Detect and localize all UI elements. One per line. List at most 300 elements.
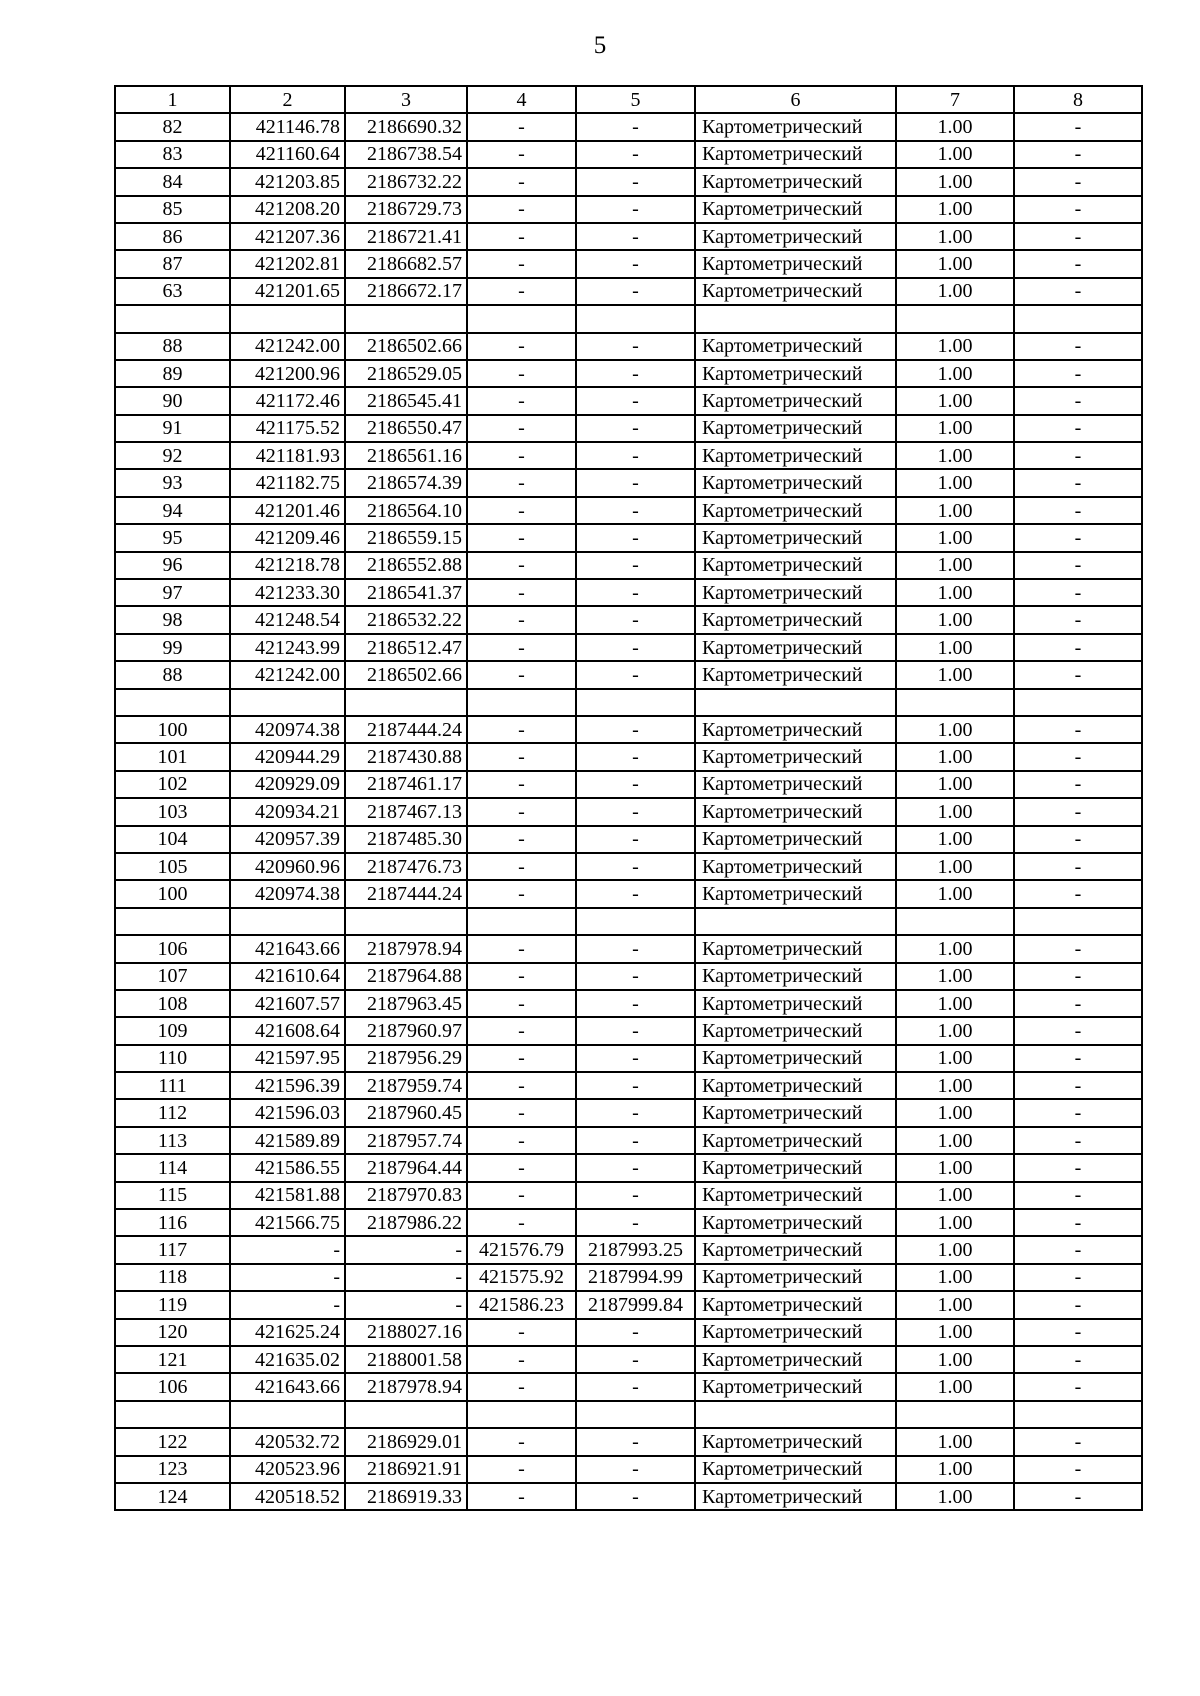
- table-cell: Картометрический: [695, 469, 896, 496]
- table-cell: 421181.93: [230, 442, 345, 469]
- table-row: [115, 305, 1142, 332]
- table-cell: Картометрический: [695, 1127, 896, 1154]
- table-cell: 1.00: [896, 716, 1014, 743]
- table-cell: 108: [115, 990, 230, 1017]
- table-cell: 420518.52: [230, 1483, 345, 1510]
- table-cell: -: [1014, 935, 1142, 962]
- table-cell: 109: [115, 1017, 230, 1044]
- table-cell: 1.00: [896, 771, 1014, 798]
- table-cell: 421208.20: [230, 196, 345, 223]
- column-header: 7: [896, 86, 1014, 113]
- table-cell: [345, 305, 467, 332]
- table-cell: 106: [115, 1373, 230, 1400]
- table-cell: Картометрический: [695, 853, 896, 880]
- column-header: 5: [576, 86, 695, 113]
- table-cell: 1.00: [896, 1373, 1014, 1400]
- table-cell: -: [1014, 1373, 1142, 1400]
- table-cell: Картометрический: [695, 880, 896, 907]
- table-cell: 1.00: [896, 497, 1014, 524]
- table-cell: 421566.75: [230, 1209, 345, 1236]
- column-header: 3: [345, 86, 467, 113]
- column-header: 8: [1014, 86, 1142, 113]
- table-cell: -: [1014, 798, 1142, 825]
- table-cell: -: [1014, 1017, 1142, 1044]
- table-cell: 2186559.15: [345, 524, 467, 551]
- table-cell: -: [1014, 141, 1142, 168]
- table-cell: Картометрический: [695, 771, 896, 798]
- table-cell: 2188027.16: [345, 1319, 467, 1346]
- table-cell: -: [467, 333, 576, 360]
- table-cell: [345, 689, 467, 716]
- table-cell: 2186512.47: [345, 634, 467, 661]
- table-cell: -: [576, 771, 695, 798]
- table-cell: 420929.09: [230, 771, 345, 798]
- table-cell: 1.00: [896, 1127, 1014, 1154]
- table-cell: 1.00: [896, 387, 1014, 414]
- table-cell: -: [467, 1017, 576, 1044]
- table-cell: -: [576, 442, 695, 469]
- table-row: [115, 387, 1142, 414]
- table-cell: -: [230, 1291, 345, 1318]
- table-cell: Картометрический: [695, 1154, 896, 1181]
- table-cell: -: [467, 606, 576, 633]
- table-cell: -: [1014, 1346, 1142, 1373]
- table-cell: 1.00: [896, 634, 1014, 661]
- table-cell: [576, 305, 695, 332]
- table-cell: -: [1014, 1099, 1142, 1126]
- table-cell: 420532.72: [230, 1428, 345, 1455]
- table-cell: Картометрический: [695, 442, 896, 469]
- table-cell: 421576.79: [467, 1236, 576, 1263]
- table-cell: [467, 908, 576, 935]
- table-cell: 110: [115, 1045, 230, 1072]
- table-cell: -: [467, 442, 576, 469]
- table-cell: [115, 689, 230, 716]
- table-row: [115, 880, 1142, 907]
- table-cell: 421203.85: [230, 168, 345, 195]
- table-cell: 63: [115, 278, 230, 305]
- table-cell: Картометрический: [695, 606, 896, 633]
- table-cell: 2186561.16: [345, 442, 467, 469]
- table-row: [115, 1483, 1142, 1510]
- table-cell: 1.00: [896, 333, 1014, 360]
- table-cell: -: [467, 771, 576, 798]
- table-cell: -: [576, 1373, 695, 1400]
- table-cell: 420960.96: [230, 853, 345, 880]
- table-cell: 421242.00: [230, 661, 345, 688]
- table-cell: -: [576, 333, 695, 360]
- table-cell: -: [576, 1127, 695, 1154]
- table-row: [115, 908, 1142, 935]
- table-cell: -: [576, 141, 695, 168]
- table-row: [115, 141, 1142, 168]
- table-cell: 421160.64: [230, 141, 345, 168]
- table-cell: -: [1014, 278, 1142, 305]
- table-cell: 87: [115, 250, 230, 277]
- table-cell: -: [467, 634, 576, 661]
- table-cell: 421610.64: [230, 963, 345, 990]
- table-cell: 1.00: [896, 990, 1014, 1017]
- table-row: [115, 360, 1142, 387]
- table-cell: -: [1014, 168, 1142, 195]
- table-cell: 2187485.30: [345, 826, 467, 853]
- table-row: [115, 963, 1142, 990]
- table-cell: Картометрический: [695, 524, 896, 551]
- table-cell: -: [1014, 990, 1142, 1017]
- table-cell: -: [576, 880, 695, 907]
- table-cell: [115, 305, 230, 332]
- table-cell: Картометрический: [695, 497, 896, 524]
- table-cell: 2186550.47: [345, 415, 467, 442]
- table-cell: 1.00: [896, 743, 1014, 770]
- table-cell: -: [467, 880, 576, 907]
- table-cell: Картометрический: [695, 141, 896, 168]
- table-cell: [230, 1401, 345, 1428]
- table-cell: 2187964.44: [345, 1154, 467, 1181]
- table-cell: -: [467, 223, 576, 250]
- table-cell: -: [467, 250, 576, 277]
- table-cell: -: [1014, 1154, 1142, 1181]
- table-cell: 1.00: [896, 963, 1014, 990]
- table-cell: 105: [115, 853, 230, 880]
- table-cell: 2186564.10: [345, 497, 467, 524]
- table-cell: -: [1014, 826, 1142, 853]
- table-cell: [896, 305, 1014, 332]
- column-header: 2: [230, 86, 345, 113]
- table-cell: Картометрический: [695, 716, 896, 743]
- table-cell: 1.00: [896, 1072, 1014, 1099]
- table-cell: 421586.55: [230, 1154, 345, 1181]
- table-cell: 421218.78: [230, 552, 345, 579]
- table-cell: 104: [115, 826, 230, 853]
- table-cell: 2186529.05: [345, 360, 467, 387]
- table-cell: -: [1014, 196, 1142, 223]
- table-cell: -: [1014, 1072, 1142, 1099]
- table-cell: Картометрический: [695, 552, 896, 579]
- table-cell: -: [345, 1264, 467, 1291]
- table-row: [115, 1099, 1142, 1126]
- table-cell: 115: [115, 1182, 230, 1209]
- table-cell: [467, 305, 576, 332]
- table-cell: 1.00: [896, 415, 1014, 442]
- table-cell: Картометрический: [695, 113, 896, 140]
- table-row: [115, 1401, 1142, 1428]
- table-cell: 420944.29: [230, 743, 345, 770]
- table-cell: 2187957.74: [345, 1127, 467, 1154]
- table-cell: 124: [115, 1483, 230, 1510]
- table-cell: -: [576, 1182, 695, 1209]
- table-cell: Картометрический: [695, 963, 896, 990]
- table-cell: 2186690.32: [345, 113, 467, 140]
- table-cell: -: [1014, 1483, 1142, 1510]
- table-cell: 103: [115, 798, 230, 825]
- table-row: [115, 1264, 1142, 1291]
- table-cell: -: [576, 798, 695, 825]
- table-cell: [115, 1401, 230, 1428]
- table-cell: 1.00: [896, 661, 1014, 688]
- table-cell: Картометрический: [695, 1483, 896, 1510]
- coordinates-table: [114, 85, 1143, 1511]
- table-cell: -: [1014, 552, 1142, 579]
- table-cell: 2186545.41: [345, 387, 467, 414]
- table-cell: -: [1014, 113, 1142, 140]
- table-cell: 1.00: [896, 1154, 1014, 1181]
- table-body: [115, 113, 1142, 1510]
- table-row: [115, 716, 1142, 743]
- table-row: [115, 798, 1142, 825]
- table-cell: 421589.89: [230, 1127, 345, 1154]
- table-cell: -: [467, 552, 576, 579]
- table-cell: -: [1014, 415, 1142, 442]
- table-cell: -: [467, 853, 576, 880]
- table-cell: 2187959.74: [345, 1072, 467, 1099]
- table-cell: 420957.39: [230, 826, 345, 853]
- table-cell: Картометрический: [695, 278, 896, 305]
- table-cell: 421242.00: [230, 333, 345, 360]
- table-cell: Картометрический: [695, 1236, 896, 1263]
- table-cell: 2186532.22: [345, 606, 467, 633]
- table-cell: -: [467, 579, 576, 606]
- table-row: [115, 853, 1142, 880]
- table-cell: -: [230, 1264, 345, 1291]
- table-cell: Картометрический: [695, 223, 896, 250]
- table-cell: -: [576, 990, 695, 1017]
- table-cell: -: [467, 661, 576, 688]
- table-cell: 421608.64: [230, 1017, 345, 1044]
- table-cell: Картометрический: [695, 250, 896, 277]
- table-cell: -: [576, 1209, 695, 1236]
- table-cell: -: [1014, 853, 1142, 880]
- table-cell: [345, 1401, 467, 1428]
- table-cell: 117: [115, 1236, 230, 1263]
- table-cell: 88: [115, 333, 230, 360]
- table-cell: Картометрический: [695, 990, 896, 1017]
- table-row: [115, 1236, 1142, 1263]
- table-cell: -: [467, 935, 576, 962]
- table-cell: 421172.46: [230, 387, 345, 414]
- table-cell: [115, 908, 230, 935]
- table-cell: -: [576, 168, 695, 195]
- table-cell: 2187986.22: [345, 1209, 467, 1236]
- table-cell: 2187430.88: [345, 743, 467, 770]
- table-cell: 119: [115, 1291, 230, 1318]
- table-row: [115, 1154, 1142, 1181]
- table-cell: Картометрический: [695, 333, 896, 360]
- table-cell: 420934.21: [230, 798, 345, 825]
- table-cell: 100: [115, 880, 230, 907]
- table-cell: Картометрический: [695, 1209, 896, 1236]
- table-cell: [230, 305, 345, 332]
- table-cell: Картометрический: [695, 1017, 896, 1044]
- table-cell: -: [1014, 579, 1142, 606]
- table-cell: 2187993.25: [576, 1236, 695, 1263]
- table-cell: 2186729.73: [345, 196, 467, 223]
- table-cell: -: [576, 606, 695, 633]
- table-cell: Картометрический: [695, 743, 896, 770]
- table-cell: 1.00: [896, 168, 1014, 195]
- table-row: [115, 442, 1142, 469]
- table-cell: 421596.03: [230, 1099, 345, 1126]
- table-cell: 420974.38: [230, 880, 345, 907]
- table-cell: 421175.52: [230, 415, 345, 442]
- table-cell: Картометрический: [695, 1428, 896, 1455]
- table-cell: -: [576, 963, 695, 990]
- table-cell: Картометрический: [695, 579, 896, 606]
- table-row: [115, 990, 1142, 1017]
- table-cell: 2186682.57: [345, 250, 467, 277]
- table-cell: -: [467, 1209, 576, 1236]
- table-cell: -: [1014, 716, 1142, 743]
- table-cell: 118: [115, 1264, 230, 1291]
- table-cell: 100: [115, 716, 230, 743]
- table-cell: 84: [115, 168, 230, 195]
- table-cell: -: [576, 853, 695, 880]
- table-row: [115, 606, 1142, 633]
- table-row: [115, 579, 1142, 606]
- table-cell: 123: [115, 1456, 230, 1483]
- table-cell: 1.00: [896, 1428, 1014, 1455]
- table-cell: 1.00: [896, 1099, 1014, 1126]
- table-header-row: [115, 86, 1142, 113]
- table-cell: [695, 1401, 896, 1428]
- table-cell: -: [1014, 223, 1142, 250]
- table-cell: -: [467, 743, 576, 770]
- table-cell: -: [576, 1154, 695, 1181]
- table-cell: 97: [115, 579, 230, 606]
- table-row: [115, 168, 1142, 195]
- table-cell: Картометрический: [695, 634, 896, 661]
- table-cell: 93: [115, 469, 230, 496]
- table-cell: 2188001.58: [345, 1346, 467, 1373]
- table-row: [115, 552, 1142, 579]
- table-cell: -: [576, 1346, 695, 1373]
- table-cell: 421575.92: [467, 1264, 576, 1291]
- table-cell: 101: [115, 743, 230, 770]
- table-cell: -: [1014, 1182, 1142, 1209]
- table-cell: Картометрический: [695, 1264, 896, 1291]
- table-cell: Картометрический: [695, 387, 896, 414]
- table-cell: 2187964.88: [345, 963, 467, 990]
- table-cell: -: [1014, 1209, 1142, 1236]
- table-cell: 113: [115, 1127, 230, 1154]
- table-cell: 421209.46: [230, 524, 345, 551]
- table-cell: -: [576, 716, 695, 743]
- table-cell: -: [1014, 634, 1142, 661]
- table-cell: 1.00: [896, 826, 1014, 853]
- table-cell: -: [1014, 1291, 1142, 1318]
- table-cell: 2187956.29: [345, 1045, 467, 1072]
- table-cell: 88: [115, 661, 230, 688]
- table-cell: 99: [115, 634, 230, 661]
- table-cell: -: [576, 1045, 695, 1072]
- table-cell: 2186541.37: [345, 579, 467, 606]
- table-cell: [695, 908, 896, 935]
- table-cell: -: [467, 387, 576, 414]
- table-cell: 2187999.84: [576, 1291, 695, 1318]
- table-cell: -: [467, 524, 576, 551]
- table-cell: 1.00: [896, 250, 1014, 277]
- table-cell: Картометрический: [695, 826, 896, 853]
- table-cell: -: [576, 360, 695, 387]
- table-cell: 1.00: [896, 880, 1014, 907]
- table-cell: -: [467, 1154, 576, 1181]
- table-cell: 1.00: [896, 1045, 1014, 1072]
- table-cell: 116: [115, 1209, 230, 1236]
- table-cell: 96: [115, 552, 230, 579]
- table-cell: 421248.54: [230, 606, 345, 633]
- table-row: [115, 250, 1142, 277]
- table-cell: 421607.57: [230, 990, 345, 1017]
- table-cell: -: [467, 1182, 576, 1209]
- table-cell: [1014, 689, 1142, 716]
- table-cell: [1014, 305, 1142, 332]
- table-cell: 112: [115, 1099, 230, 1126]
- table-cell: 421182.75: [230, 469, 345, 496]
- table-cell: 120: [115, 1319, 230, 1346]
- table-cell: -: [576, 113, 695, 140]
- table-cell: 1.00: [896, 1209, 1014, 1236]
- table-cell: 420523.96: [230, 1456, 345, 1483]
- table-cell: -: [576, 524, 695, 551]
- table-row: [115, 661, 1142, 688]
- column-header: 6: [695, 86, 896, 113]
- table-cell: 95: [115, 524, 230, 551]
- table-cell: Картометрический: [695, 1072, 896, 1099]
- table-cell: 1.00: [896, 1319, 1014, 1346]
- table-row: [115, 689, 1142, 716]
- table-cell: 2186929.01: [345, 1428, 467, 1455]
- table-row: [115, 278, 1142, 305]
- table-cell: -: [576, 552, 695, 579]
- table-cell: 2186721.41: [345, 223, 467, 250]
- table-cell: -: [1014, 771, 1142, 798]
- table-cell: -: [576, 1017, 695, 1044]
- table-row: [115, 1045, 1142, 1072]
- table-cell: Картометрический: [695, 415, 896, 442]
- table-cell: -: [1014, 963, 1142, 990]
- table-cell: [695, 305, 896, 332]
- table-cell: 2187444.24: [345, 716, 467, 743]
- table-cell: 2187970.83: [345, 1182, 467, 1209]
- table-cell: 2186502.66: [345, 661, 467, 688]
- table-cell: 1.00: [896, 552, 1014, 579]
- table-cell: 421202.81: [230, 250, 345, 277]
- table-cell: -: [576, 223, 695, 250]
- table-cell: 1.00: [896, 1346, 1014, 1373]
- table-row: [115, 935, 1142, 962]
- table-row: [115, 826, 1142, 853]
- table-row: [115, 1127, 1142, 1154]
- table-cell: -: [467, 798, 576, 825]
- table-row: [115, 1346, 1142, 1373]
- table-cell: -: [467, 360, 576, 387]
- table-cell: 1.00: [896, 196, 1014, 223]
- table-cell: 1.00: [896, 113, 1014, 140]
- table-cell: 90: [115, 387, 230, 414]
- table-cell: 1.00: [896, 1017, 1014, 1044]
- table-cell: [230, 689, 345, 716]
- table-row: [115, 113, 1142, 140]
- table-cell: 1.00: [896, 1456, 1014, 1483]
- table-row: [115, 1182, 1142, 1209]
- table-cell: Картометрический: [695, 196, 896, 223]
- table-row: [115, 415, 1142, 442]
- table-cell: -: [467, 113, 576, 140]
- table-cell: Картометрический: [695, 1182, 896, 1209]
- table-cell: 421597.95: [230, 1045, 345, 1072]
- table-cell: 2186738.54: [345, 141, 467, 168]
- table-cell: -: [576, 250, 695, 277]
